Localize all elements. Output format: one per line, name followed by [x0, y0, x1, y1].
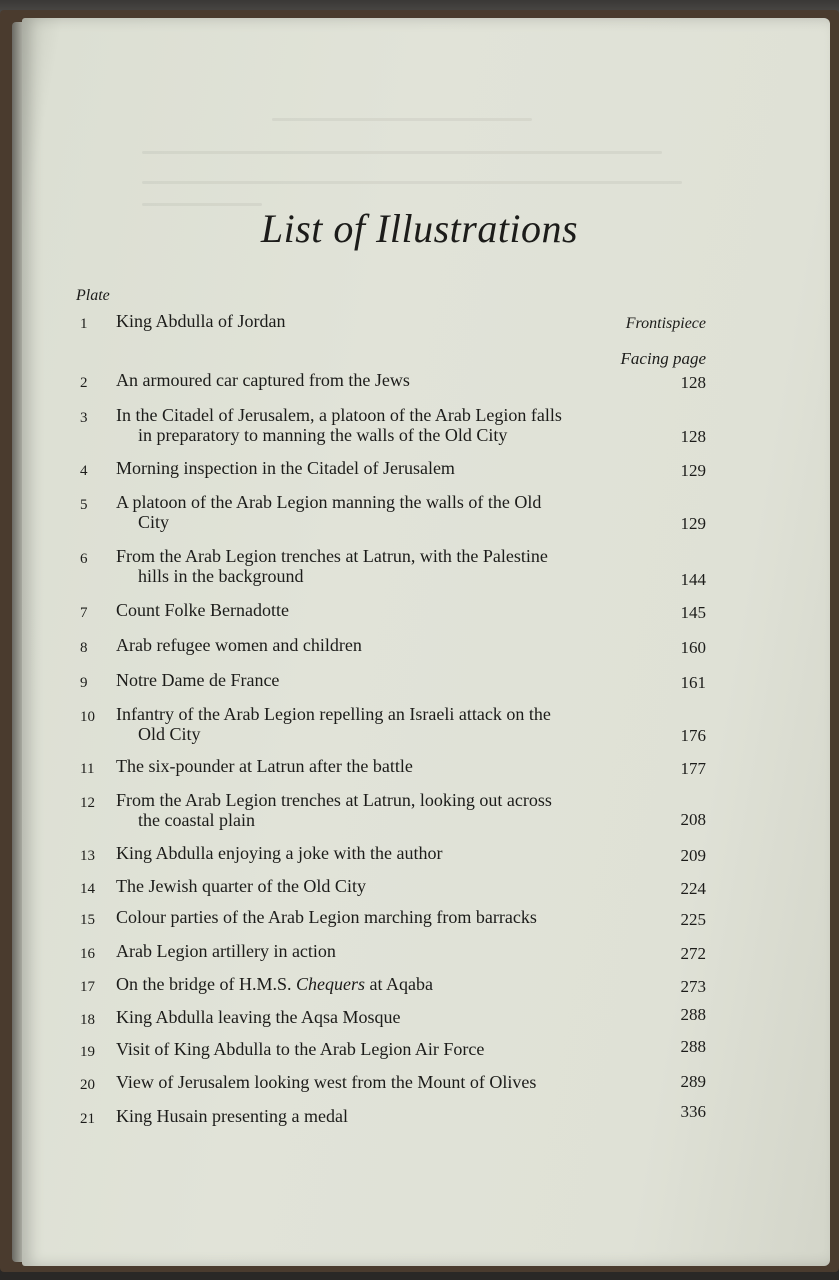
plate-caption — [116, 704, 656, 744]
page-number: 224 — [680, 879, 706, 898]
plate-caption — [116, 1007, 656, 1027]
caption-line: Colour parties of the Arab Legion marching from barracks — [116, 907, 537, 927]
plate-number: 9 — [80, 675, 88, 691]
page-title: List of Illustrations — [260, 206, 579, 251]
caption-line: In the Citadel of Jerusalem, a platoon of the Arab Legion falls — [116, 405, 562, 425]
page-number: 145 — [680, 603, 706, 622]
page-number: 176 — [680, 726, 706, 745]
plate-column-header: Plate — [76, 287, 110, 304]
plate-caption — [116, 311, 656, 331]
frontispiece-label: Frontispiece — [625, 315, 706, 332]
plate-number: 21 — [80, 1111, 95, 1127]
caption-line: King Abdulla of Jordan — [116, 311, 286, 331]
page-number: 128 — [680, 427, 706, 446]
caption-line: From the Arab Legion trenches at Latrun, with the Palestine — [116, 546, 548, 566]
page-number: 161 — [680, 673, 706, 692]
plate-number: 13 — [80, 848, 95, 864]
page-number: 144 — [680, 570, 706, 589]
caption-line: City — [138, 512, 170, 532]
plate-caption — [116, 790, 656, 830]
plate-number: 5 — [80, 497, 88, 513]
plate-number: 14 — [80, 881, 95, 897]
page-number: 272 — [680, 944, 706, 963]
plate-caption — [116, 1106, 656, 1126]
caption-line: The six-pounder at Latrun after the battle — [116, 756, 413, 776]
facing-page-header: Facing page — [620, 349, 706, 368]
page-number: 273 — [680, 977, 706, 996]
plate-number: 20 — [80, 1077, 95, 1093]
plate-caption — [116, 600, 656, 620]
caption-line: Arab refugee women and children — [116, 635, 362, 655]
caption-line: Count Folke Bernadotte — [116, 600, 289, 620]
page-number: 288 — [680, 1037, 706, 1056]
plate-number: 16 — [80, 946, 95, 962]
caption-line: A platoon of the Arab Legion manning the walls of the Old — [116, 492, 542, 512]
caption-line: Old City — [138, 724, 201, 744]
caption-line: King Abdulla enjoying a joke with the author — [116, 843, 443, 863]
plate-caption — [116, 974, 656, 994]
caption-line: Arab Legion artillery in action — [116, 941, 336, 961]
plate-number: 17 — [80, 979, 95, 995]
plate-number: 6 — [80, 551, 88, 567]
plate-number: 15 — [80, 912, 95, 928]
plate-caption — [116, 756, 656, 776]
plate-number: 8 — [80, 640, 88, 656]
caption-line: Visit of King Abdulla to the Arab Legion Air Force — [116, 1039, 485, 1059]
caption-line: Notre Dame de France — [116, 670, 280, 690]
plate-caption — [116, 370, 656, 390]
page-number: 209 — [680, 846, 706, 865]
plate-caption — [116, 492, 656, 532]
caption-line: On the bridge of H.M.S. Chequers at Aqaba — [116, 974, 433, 994]
plate-caption — [116, 843, 656, 863]
plate-caption — [116, 670, 656, 690]
page-number: 160 — [680, 638, 706, 657]
plate-caption — [116, 546, 656, 586]
page-number: 336 — [680, 1102, 706, 1121]
caption-line: King Abdulla leaving the Aqsa Mosque — [116, 1007, 401, 1027]
plate-number: 19 — [80, 1044, 95, 1060]
plate-caption — [116, 1072, 656, 1092]
plate-caption — [116, 458, 656, 478]
caption-line: From the Arab Legion trenches at Latrun, looking out across — [116, 790, 552, 810]
page-number: 208 — [680, 810, 706, 829]
caption-line: the coastal plain — [138, 810, 255, 830]
plate-caption — [116, 635, 656, 655]
plate-caption — [116, 1039, 656, 1059]
caption-line: Morning inspection in the Citadel of Jerusalem — [116, 458, 455, 478]
caption-line: in preparatory to manning the walls of the Old City — [138, 425, 508, 445]
plate-number: 2 — [80, 375, 88, 391]
page-number: 129 — [680, 514, 706, 533]
plate-number: 1 — [80, 316, 88, 332]
plate-number: 3 — [80, 410, 88, 426]
page-number: 129 — [680, 461, 706, 480]
caption-line: King Husain presenting a medal — [116, 1106, 348, 1126]
caption-line: hills in the background — [138, 566, 304, 586]
plate-number: 7 — [80, 605, 88, 621]
plate-number: 18 — [80, 1012, 95, 1028]
caption-line: Infantry of the Arab Legion repelling an Israeli attack on the — [116, 704, 551, 724]
page-number: 289 — [680, 1072, 706, 1091]
plate-caption — [116, 876, 656, 896]
plate-caption — [116, 405, 656, 445]
page-number: 177 — [680, 759, 706, 778]
plate-caption — [116, 907, 656, 927]
caption-line: An armoured car captured from the Jews — [116, 370, 410, 390]
page-number: 225 — [680, 910, 706, 929]
caption-line: The Jewish quarter of the Old City — [116, 876, 366, 896]
plate-number: 10 — [80, 709, 95, 725]
page-number: 128 — [680, 373, 706, 392]
caption-line: View of Jerusalem looking west from the Mount of Olives — [116, 1072, 537, 1092]
plate-number: 11 — [80, 761, 95, 777]
plate-number: 12 — [80, 795, 95, 811]
ship-name: Chequers — [295, 974, 365, 994]
page-number: 288 — [680, 1005, 706, 1024]
plate-number: 4 — [80, 463, 88, 479]
plate-caption — [116, 941, 656, 961]
